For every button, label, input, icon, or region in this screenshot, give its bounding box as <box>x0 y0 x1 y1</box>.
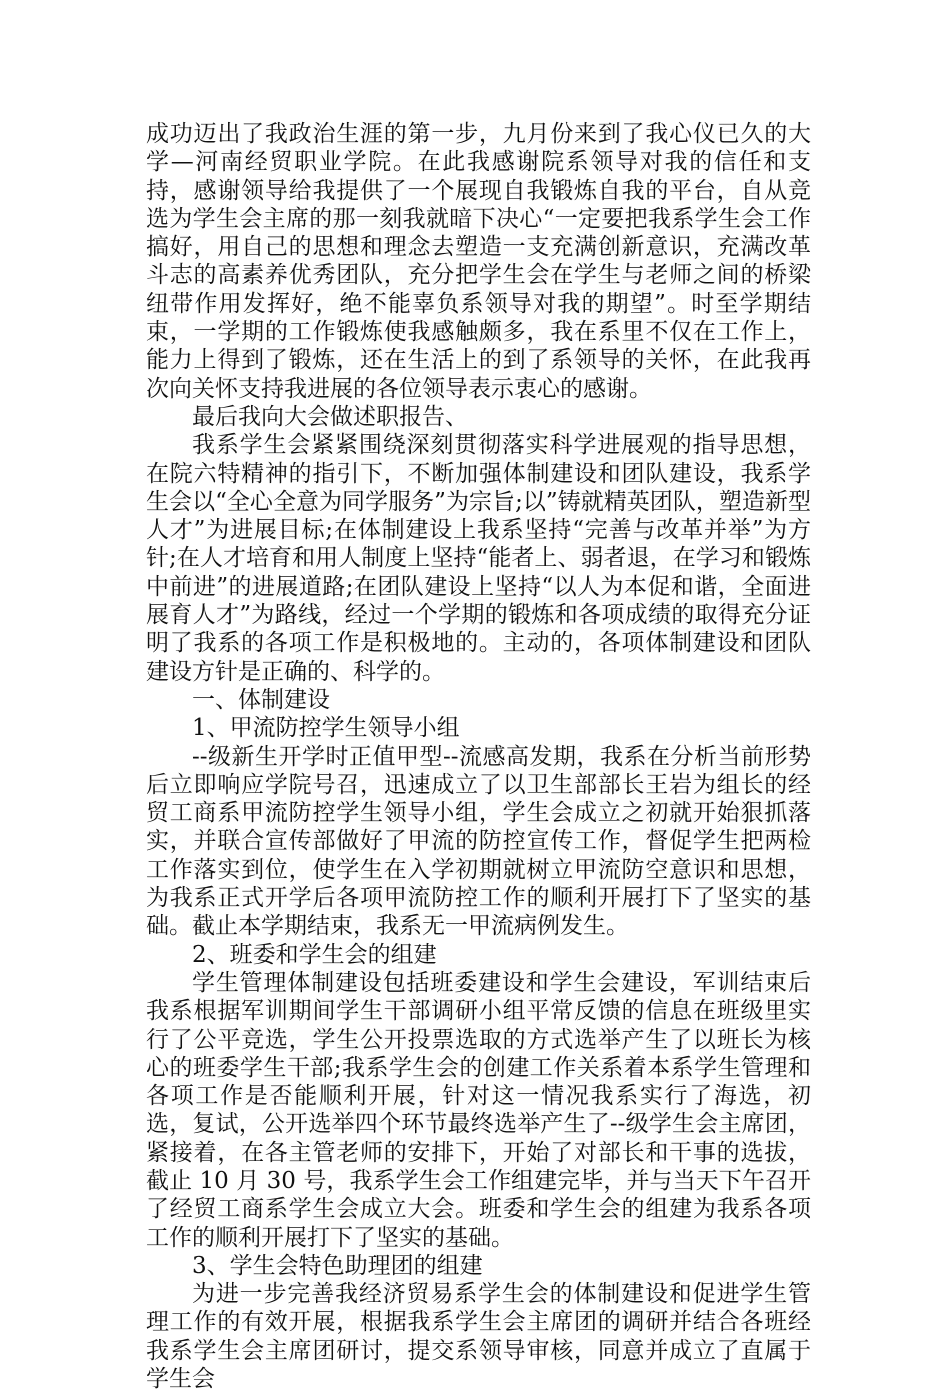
paragraph-intro: 成功迈出了我政治生涯的第一步，九月份来到了我心仪已久的大学—河南经贸职业学院。在此我感谢院系领导对我的信任和支持，感谢领导给我提供了一个展现自我锻炼自我的平台，自从竞选为学生会主席的那一刻我就暗下决心“一定要把我系学生会工作搞好，用自己的思想和理念去塑造一支充满创新意识，充满改革斗志的高素养优秀团队，充分把学生会在学生与老师之间的桥梁纽带作用发挥好，绝不能辜负系领导对我的期望”。时至学期结束，一学期的工作锻炼使我感触颇多，我在系里不仅在工作上，能力上得到了锻炼，还在生活上的到了系领导的关怀，在此我再次向关怀支持我进展的各位领导表示衷心的感谢。 <box>146 121 811 402</box>
subheading-assistant-team: 3、学生会特色助理团的组建 <box>192 1252 483 1279</box>
document-body <box>146 120 811 1393</box>
paragraph-guiding-thought: 我系学生会紧紧围绕深刻贯彻落实科学进展观的指导思想，在院六特精神的指引下，不断加强体制建设和团队建设，我系学生会以“全心全意为同学服务”为宗旨;以”铸就精英团队，塑造新型人才”为进展目标;在体制建设上我系坚持“完善与改革并举”为方针;在人才培育和用人制度上坚持“能者上、弱者退，在学习和锻炼中前进”的进展道路;在团队建设上坚持“以人为本促和谐，全面进展育人才”为路线，经过一个学期的锻炼和各项成绩的取得充分证明了我系的各项工作是积极地的。主动的，各项体制建设和团队建设方针是正确的、科学的。 <box>146 432 811 685</box>
paragraph-assistant-team: 为进一步完善我经济贸易系学生会的体制建设和促进学生管理工作的有效开展，根据我系学生会主席团的调研并结合各班经我系学生会主席团研讨，提交系领导审核，同意并成立了直属于学生会 <box>146 1281 811 1393</box>
subheading-class-committee-union: 2、班委和学生会的组建 <box>192 941 437 968</box>
subheading-flu-prevention-group: 1、甲流防控学生领导小组 <box>192 715 460 742</box>
paragraph-flu-prevention: --级新生开学时正值甲型--流感高发期，我系在分析当前形势后立即响应学院号召，迅速成立了以卫生部部长王岩为组长的经贸工商系甲流防控学生领导小组，学生会成立之初就开始狠抓落实，并联合宣传部做好了甲流的防控宣传工作，督促学生把两检工作落实到位，使学生在入学初期就树立甲流防空意识和思想，为我系正式开学后各项甲流防控工作的顺利开展打下了坚实的基础。截止本学期结束，我系无一甲流病例发生。 <box>146 743 811 940</box>
paragraph-report-intro: 最后我向大会做述职报告、 <box>192 403 468 430</box>
section-heading-system-building: 一、体制建设 <box>192 686 330 713</box>
paragraph-class-committee-union: 学生管理体制建设包括班委建设和学生会建设，军训结束后我系根据军训期间学生干部调研小组平常反馈的信息在班级里实行了公平竞选，学生公开投票选取的方式选举产生了以班长为核心的班委学生干部;我系学生会的创建工作关系着本系学生管理和各项工作是否能顺利开展，针对这一情况我系实行了海选，初选，复试，公开选举四个环节最终选举产生了--级学生会主席团，紧接着，在各主管老师的安排下，开始了对部长和干事的选拔，截止 10 月 30 号，我系学生会工作组建完毕，并与当天下午召开了经贸工商系学生会成立大会。班委和学生会的组建为我系各项工作的顺利开展打下了坚实的基础。 <box>146 969 811 1251</box>
